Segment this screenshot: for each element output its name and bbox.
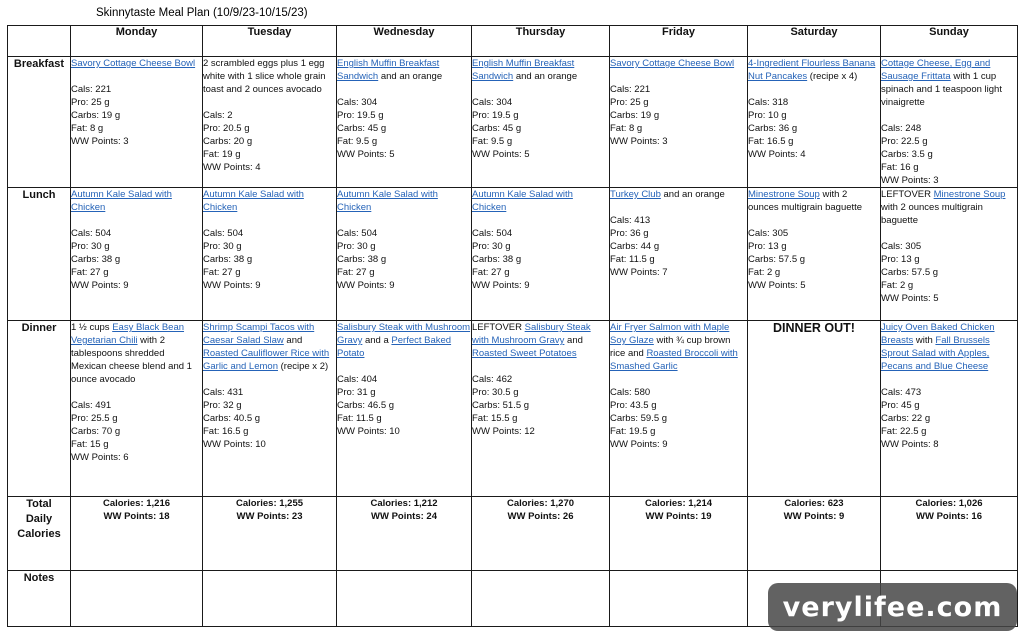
total-ww-points: WW Points: 9: [783, 511, 845, 522]
recipe-link[interactable]: Cottage Cheese, Egg and Sausage Frittata: [881, 58, 991, 82]
nutrition-line: Pro: 25.5 g: [71, 413, 118, 424]
nutrition-line: Carbs: 44 g: [610, 241, 660, 252]
meal-text: LEFTOVER: [472, 322, 525, 333]
spacer: [71, 70, 202, 83]
lunch-cell: [748, 188, 881, 321]
total-ww-points: WW Points: 19: [645, 511, 712, 522]
lunch-cell: [610, 188, 748, 321]
meal-description: [472, 188, 609, 214]
recipe-link[interactable]: Autumn Kale Salad with Chicken: [203, 189, 304, 213]
nutrition-line: WW Points: 4: [748, 149, 806, 160]
nutrition-line: Pro: 30 g: [71, 241, 110, 252]
meal-description: [71, 321, 202, 386]
recipe-link[interactable]: Salisbury Steak with Mushroom Gravy: [472, 322, 591, 346]
total-ww-points: WW Points: 16: [916, 511, 982, 522]
nutrition-line: Pro: 30 g: [337, 241, 376, 252]
dinner-cell: [881, 321, 1018, 497]
nutrition-line: Cals: 404: [337, 374, 378, 385]
nutrition-line: Carbs: 38 g: [472, 254, 522, 265]
nutrition-line: Cals: 248: [881, 123, 922, 134]
row-label-notes: Notes: [8, 571, 71, 627]
lunch-cell: [337, 188, 472, 321]
total-calories: Calories: 1,255: [235, 498, 304, 509]
nutrition-line: Carbs: 22 g: [881, 413, 931, 424]
nutrition-line: WW Points: 7: [610, 267, 668, 278]
nutrition-line: Fat: 19.5 g: [610, 426, 656, 437]
spacer: [881, 373, 1017, 386]
nutrition-line: WW Points: 9: [337, 280, 395, 291]
nutrition-line: WW Points: 6: [71, 452, 129, 463]
total-calories: Calories: 623: [784, 498, 844, 509]
row-label-totals: [8, 497, 71, 571]
totals-label-line: Calories: [17, 528, 61, 540]
nutrition-line: Pro: 31 g: [337, 387, 376, 398]
nutrition-line: Fat: 2 g: [748, 267, 781, 278]
meal-description: [203, 188, 336, 214]
nutrition-line: Carbs: 59.5 g: [610, 413, 668, 424]
breakfast-cell: [610, 57, 748, 188]
recipe-link[interactable]: Fall Brussels Sprout Salad with Apples, Pecans and Blue Cheese: [881, 335, 990, 372]
recipe-link[interactable]: Shrimp Scampi Tacos with Caesar Salad Slaw: [203, 322, 315, 346]
breakfast-cell: [71, 57, 203, 188]
meal-description: [71, 57, 202, 70]
meal-text: with 2 ounces multigrain baguette: [748, 189, 863, 213]
spacer: [472, 360, 609, 373]
meal-description: [881, 188, 1017, 227]
meal-description: [203, 57, 336, 96]
meal-description: [337, 321, 471, 360]
nutrition-line: Carbs: 46.5 g: [337, 400, 395, 411]
dinner-cell: [203, 321, 337, 497]
spacer: [472, 214, 609, 227]
nutrition-line: Fat: 16.5 g: [748, 136, 794, 147]
nutrition-line: WW Points: 5: [881, 293, 939, 304]
nutrition-line: Fat: 2 g: [881, 280, 914, 291]
totals-label-line: Total: [26, 498, 52, 510]
recipe-link[interactable]: Turkey Club: [610, 189, 661, 200]
nutrition-line: Pro: 25 g: [71, 97, 110, 108]
meal-text: with 1 cup spinach and 1 teaspoon light vinaigrette: [881, 71, 1002, 108]
daily-total-cell: [881, 497, 1018, 571]
nutrition-line: Fat: 27 g: [203, 267, 241, 278]
daily-total-cell: [610, 497, 748, 571]
nutrition-line: Fat: 27 g: [472, 267, 510, 278]
meal-text: with: [913, 335, 936, 346]
nutrition-line: WW Points: 3: [71, 136, 129, 147]
nutrition-line: Fat: 8 g: [71, 123, 104, 134]
nutrition-line: Cals: 491: [71, 400, 112, 411]
nutrition-line: Fat: 15.5 g: [472, 413, 518, 424]
nutrition-line: WW Points: 3: [610, 136, 668, 147]
recipe-link[interactable]: English Muffin Breakfast Sandwich: [337, 58, 440, 82]
meal-description: [71, 188, 202, 214]
lunch-cell: [71, 188, 203, 321]
nutrition-line: Cals: 304: [472, 97, 513, 108]
meal-text: and an orange: [378, 71, 443, 82]
nutrition-line: Pro: 32 g: [203, 400, 242, 411]
nutrition-line: WW Points: 10: [203, 439, 266, 450]
spacer: [472, 83, 609, 96]
recipe-link[interactable]: Minestrone Soup: [748, 189, 820, 200]
daily-total-cell: [472, 497, 610, 571]
spacer: [337, 360, 471, 373]
totals-row: [8, 497, 1018, 571]
total-ww-points: WW Points: 23: [236, 511, 303, 522]
nutrition-line: WW Points: 9: [71, 280, 129, 291]
breakfast-cell: [337, 57, 472, 188]
day-header-saturday: Saturday: [748, 26, 881, 57]
recipe-link[interactable]: Perfect Baked Potato: [337, 335, 452, 359]
lunch-cell: [203, 188, 337, 321]
nutrition-line: Cals: 504: [472, 228, 513, 239]
total-calories: Calories: 1,212: [370, 498, 438, 509]
recipe-link[interactable]: Autumn Kale Salad with Chicken: [71, 189, 172, 213]
row-label-breakfast: Breakfast: [8, 57, 71, 188]
day-header-monday: Monday: [71, 26, 203, 57]
nutrition-line: Cals: 413: [610, 215, 651, 226]
spacer: [610, 70, 747, 83]
nutrition-line: Pro: 13 g: [881, 254, 920, 265]
nutrition-line: Pro: 19.5 g: [472, 110, 519, 121]
notes-cell[interactable]: [337, 571, 472, 627]
spacer: [881, 227, 1017, 240]
nutrition-line: Carbs: 57.5 g: [881, 267, 939, 278]
daily-total-cell: [71, 497, 203, 571]
nutrition-line: WW Points: 3: [881, 175, 939, 186]
watermark-logo: verylifee.com: [768, 583, 1017, 631]
nutrition-line: WW Points: 10: [337, 426, 400, 437]
header-row: [8, 26, 1018, 57]
nutrition-line: Fat: 9.5 g: [337, 136, 378, 147]
meal-description: [610, 321, 747, 373]
nutrition-line: Fat: 16 g: [881, 162, 919, 173]
meal-text: 1 ½ cups: [71, 322, 113, 333]
meal-description: [337, 57, 471, 83]
nutrition-line: Fat: 27 g: [71, 267, 109, 278]
nutrition-line: Carbs: 20 g: [203, 136, 253, 147]
recipe-link[interactable]: Minestrone Soup: [933, 189, 1006, 200]
nutrition-line: Fat: 9.5 g: [472, 136, 513, 147]
meal-text: and a: [362, 335, 392, 346]
total-calories: Calories: 1,214: [644, 498, 713, 509]
nutrition-line: Cals: 305: [881, 241, 922, 252]
dinner-cell: [610, 321, 748, 497]
row-label-dinner: Dinner: [8, 321, 71, 497]
spacer: [203, 373, 336, 386]
total-ww-points: WW Points: 18: [103, 511, 170, 522]
spacer: [71, 386, 202, 399]
nutrition-line: Carbs: 40.5 g: [203, 413, 261, 424]
nutrition-line: Cals: 221: [610, 84, 651, 95]
meal-description: [881, 321, 1017, 373]
nutrition-line: WW Points: 4: [203, 162, 261, 173]
nutrition-line: Pro: 20.5 g: [203, 123, 250, 134]
meal-description: [337, 188, 471, 214]
meal-description: [748, 57, 880, 83]
nutrition-line: WW Points: 9: [203, 280, 261, 291]
notes-cell[interactable]: [610, 571, 748, 627]
meal-description: [472, 57, 609, 83]
spacer: [203, 214, 336, 227]
meal-description: [203, 321, 336, 373]
meal-description: [881, 57, 1017, 109]
nutrition-line: Cals: 462: [472, 374, 513, 385]
dinner-cell: [337, 321, 472, 497]
daily-total-cell: [337, 497, 472, 571]
nutrition-line: Fat: 19 g: [203, 149, 241, 160]
nutrition-line: Cals: 318: [748, 97, 789, 108]
nutrition-line: WW Points: 9: [610, 439, 668, 450]
spacer: [748, 83, 880, 96]
meal-text: LEFTOVER: [881, 189, 934, 200]
nutrition-line: WW Points: 8: [881, 439, 939, 450]
dinner-cell: DINNER OUT!: [748, 321, 881, 497]
nutrition-line: Pro: 30 g: [472, 241, 511, 252]
nutrition-line: Carbs: 45 g: [337, 123, 387, 134]
day-header-tuesday: Tuesday: [203, 26, 337, 57]
recipe-link[interactable]: Easy Black Bean Vegetarian Chili: [71, 322, 185, 346]
nutrition-line: WW Points: 12: [472, 426, 535, 437]
nutrition-line: Carbs: 45 g: [472, 123, 522, 134]
recipe-link[interactable]: Savory Cottage Cheese Bowl: [71, 58, 196, 69]
nutrition-line: Carbs: 19 g: [610, 110, 660, 121]
daily-total-cell: [748, 497, 881, 571]
meal-text: with ¾ cup brown rice and: [610, 335, 731, 359]
nutrition-line: Cals: 304: [337, 97, 378, 108]
daily-total-cell: [203, 497, 337, 571]
nutrition-line: Fat: 22.5 g: [881, 426, 927, 437]
dinner-row: [8, 321, 1018, 497]
nutrition-line: Carbs: 51.5 g: [472, 400, 530, 411]
spacer: [203, 96, 336, 109]
spacer: [71, 214, 202, 227]
nutrition-line: Cals: 504: [71, 228, 112, 239]
recipe-link[interactable]: Roasted Broccoli with Smashed Garlic: [610, 348, 738, 372]
dinner-cell: [71, 321, 203, 497]
breakfast-cell: [748, 57, 881, 188]
spacer: [610, 373, 747, 386]
meal-text: 2 scrambled eggs plus 1 egg white with 1 slice whole grain toast and 2 ounces avocado: [203, 58, 326, 95]
spacer: [881, 109, 1017, 122]
meal-description: [610, 188, 747, 201]
nutrition-line: Cals: 504: [337, 228, 378, 239]
spacer: [337, 214, 471, 227]
nutrition-line: WW Points: 5: [472, 149, 530, 160]
recipe-link[interactable]: Roasted Sweet Potatoes: [472, 348, 577, 359]
nutrition-line: Carbs: 57.5 g: [748, 254, 806, 265]
day-header-friday: Friday: [610, 26, 748, 57]
day-header-wednesday: Wednesday: [337, 26, 472, 57]
total-calories: Calories: 1,270: [506, 498, 575, 509]
meal-text: (recipe x 2): [277, 361, 329, 372]
spacer: [748, 214, 880, 227]
notes-cell[interactable]: [71, 571, 203, 627]
recipe-link[interactable]: Roasted Cauliflower Rice with Garlic and Lemon: [203, 348, 330, 372]
nutrition-line: Pro: 30 g: [203, 241, 242, 252]
nutrition-line: Cals: 580: [610, 387, 651, 398]
nutrition-line: Pro: 45 g: [881, 400, 920, 411]
meal-description: [748, 188, 880, 214]
row-label-lunch: Lunch: [8, 188, 71, 321]
recipe-link[interactable]: Savory Cottage Cheese Bowl: [610, 58, 735, 69]
nutrition-line: Fat: 8 g: [610, 123, 643, 134]
recipe-link[interactable]: Autumn Kale Salad with Chicken: [337, 189, 438, 213]
notes-cell[interactable]: [472, 571, 610, 627]
nutrition-line: Pro: 25 g: [610, 97, 649, 108]
nutrition-line: Carbs: 38 g: [203, 254, 253, 265]
spacer: [337, 83, 471, 96]
breakfast-cell: [881, 57, 1018, 188]
recipe-link[interactable]: English Muffin Breakfast Sandwich: [472, 58, 575, 82]
day-header-sunday: Sunday: [881, 26, 1018, 57]
totals-label-line: Daily: [25, 513, 53, 525]
nutrition-line: Fat: 11.5 g: [610, 254, 655, 265]
total-ww-points: WW Points: 24: [371, 511, 437, 522]
nutrition-line: Pro: 30.5 g: [472, 387, 519, 398]
page-title: Skinnytaste Meal Plan (10/9/23-10/15/23): [96, 7, 308, 19]
nutrition-line: Carbs: 38 g: [71, 254, 121, 265]
nutrition-line: Carbs: 3.5 g: [881, 149, 933, 160]
meal-text: and an orange: [513, 71, 578, 82]
recipe-link[interactable]: 4-Ingredient Flourless Banana Nut Pancakes: [748, 58, 876, 82]
nutrition-line: Fat: 27 g: [337, 267, 375, 278]
nutrition-line: Pro: 10 g: [748, 110, 787, 121]
nutrition-line: Carbs: 38 g: [337, 254, 387, 265]
meal-text: and: [283, 335, 303, 346]
nutrition-line: Cals: 2: [203, 110, 233, 121]
nutrition-line: Cals: 305: [748, 228, 789, 239]
lunch-cell: [881, 188, 1018, 321]
breakfast-row: [8, 57, 1018, 188]
nutrition-line: Fat: 11.5 g: [337, 413, 382, 424]
nutrition-line: Pro: 22.5 g: [881, 136, 928, 147]
nutrition-line: WW Points: 5: [748, 280, 806, 291]
nutrition-line: Cals: 473: [881, 387, 922, 398]
meal-description: [610, 57, 747, 70]
meal-text: (recipe x 4): [807, 71, 858, 82]
corner-cell: [8, 26, 71, 57]
total-calories: Calories: 1,026: [915, 498, 983, 509]
meal-text: and an orange: [660, 189, 725, 200]
nutrition-line: Fat: 15 g: [71, 439, 109, 450]
nutrition-line: Pro: 43.5 g: [610, 400, 657, 411]
recipe-link[interactable]: Salisbury Steak with Mushroom Gravy: [337, 322, 471, 346]
meal-text: with 2 tablespoons shredded Mexican cheese blend and 1 ounce avocado: [71, 335, 192, 385]
nutrition-line: Cals: 504: [203, 228, 244, 239]
nutrition-line: Pro: 19.5 g: [337, 110, 384, 121]
meal-text: and: [564, 335, 583, 346]
lunch-cell: [472, 188, 610, 321]
nutrition-line: Cals: 431: [203, 387, 244, 398]
total-calories: Calories: 1,216: [102, 498, 171, 509]
nutrition-line: Pro: 36 g: [610, 228, 649, 239]
breakfast-cell: [203, 57, 337, 188]
dinner-cell: [472, 321, 610, 497]
spacer: [610, 201, 747, 214]
nutrition-line: Carbs: 36 g: [748, 123, 798, 134]
nutrition-line: Fat: 16.5 g: [203, 426, 249, 437]
nutrition-line: Carbs: 70 g: [71, 426, 121, 437]
recipe-link[interactable]: Autumn Kale Salad with Chicken: [472, 189, 573, 213]
lunch-row: [8, 188, 1018, 321]
recipe-link[interactable]: Air Fryer Salmon with Maple Soy Glaze: [610, 322, 730, 346]
notes-cell[interactable]: [203, 571, 337, 627]
recipe-link[interactable]: Juicy Oven Baked Chicken Breasts: [881, 322, 995, 346]
total-ww-points: WW Points: 26: [507, 511, 574, 522]
nutrition-line: Pro: 13 g: [748, 241, 787, 252]
breakfast-cell: [472, 57, 610, 188]
nutrition-line: WW Points: 9: [472, 280, 530, 291]
meal-description: [472, 321, 609, 360]
nutrition-line: Cals: 221: [71, 84, 112, 95]
day-header-thursday: Thursday: [472, 26, 610, 57]
nutrition-line: WW Points: 5: [337, 149, 395, 160]
meal-plan-table: [7, 25, 1018, 627]
meal-text: with 2 ounces multigrain baguette: [881, 202, 983, 226]
nutrition-line: Carbs: 19 g: [71, 110, 121, 121]
